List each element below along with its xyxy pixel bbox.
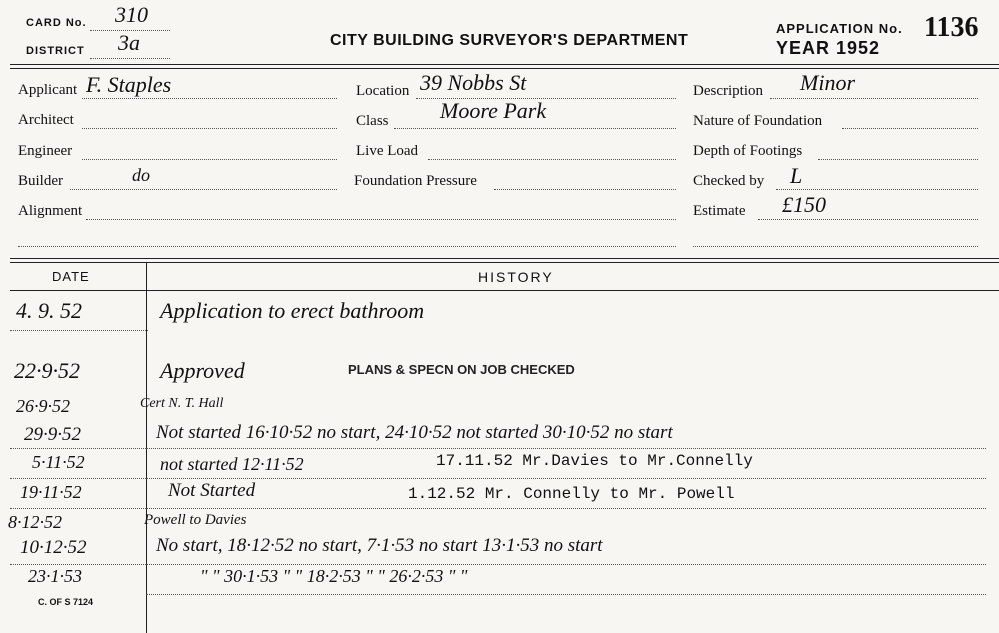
row-rule	[10, 564, 148, 565]
district-label: DISTRICT	[26, 45, 85, 57]
blank-line	[18, 246, 676, 247]
history-date: 5·11·52	[32, 452, 85, 472]
engineer-label: Engineer	[18, 143, 73, 159]
blank-line-right	[693, 246, 978, 247]
nature-of-foundation-line	[842, 128, 978, 129]
card-no-value: 310	[115, 2, 148, 27]
district-value: 3a	[118, 30, 140, 55]
history-date: 10·12·52	[20, 537, 87, 558]
row-rule-wide	[146, 564, 986, 565]
card-no-label: CARD No.	[26, 17, 87, 29]
checked-by-line	[776, 189, 978, 190]
row-rule-wide	[146, 478, 986, 479]
description-label: Description	[693, 83, 763, 99]
history-entry: Approved	[160, 358, 245, 383]
description-line	[770, 98, 978, 99]
checked-by-label: Checked by	[693, 173, 765, 189]
row-rule-wide	[146, 594, 986, 595]
district-line	[90, 58, 170, 59]
builder-value: do	[132, 165, 150, 185]
applicant-line	[82, 98, 337, 99]
row-rule	[10, 508, 148, 509]
estimate-line	[758, 219, 978, 220]
history-entry: Cert N. T. Hall	[140, 396, 224, 411]
row-rule-wide	[146, 508, 986, 509]
history-entry: not started 12·11·52	[160, 454, 304, 474]
architect-line	[82, 128, 337, 129]
table-rule-top-2	[10, 262, 999, 263]
application-number: 1136	[924, 12, 979, 43]
description-value: Minor	[800, 70, 855, 95]
history-entry: Not Started	[168, 480, 256, 501]
depth-of-footings-line	[818, 159, 978, 160]
foundation-pressure-line	[494, 189, 676, 190]
history-typed: 17.11.52 Mr.Davies to Mr.Connelly	[436, 452, 753, 470]
application-label: APPLICATION No.	[776, 21, 903, 36]
engineer-line	[82, 159, 337, 160]
history-date: 23·1·53	[28, 566, 82, 586]
row-rule	[10, 330, 148, 331]
table-rule-top	[10, 258, 999, 259]
live-load-line	[428, 159, 676, 160]
location-label: Location	[356, 83, 410, 99]
alignment-line	[86, 219, 676, 220]
header-rule-top	[10, 64, 999, 65]
history-entry: Application to erect bathroom	[160, 298, 425, 323]
history-entry: No start, 18·12·52 no start, 7·1·53 no start 13·1·53 no start	[156, 535, 603, 556]
history-date: 26·9·52	[16, 396, 70, 416]
checked-by-value: L	[790, 163, 803, 188]
history-entry: " " 30·1·53 " " 18·2·53 " " 26·2·53 " "	[200, 566, 468, 586]
history-entry: Powell to Davies	[144, 512, 247, 528]
year-label: YEAR 1952	[776, 38, 881, 58]
history-typed: 1.12.52 Mr. Connelly to Mr. Powell	[408, 485, 735, 503]
history-date: 4. 9. 52	[16, 298, 82, 323]
header-rule-bottom	[10, 68, 999, 69]
history-entry: Not started 16·10·52 no start, 24·10·52 not started 30·10·52 no start	[156, 422, 673, 443]
builder-line	[70, 189, 337, 190]
history-header: HISTORY	[478, 269, 554, 285]
row-rule	[10, 478, 148, 479]
estimate-label: Estimate	[693, 203, 746, 219]
history-stamp: PLANS & SPECN ON JOB CHECKED	[348, 362, 575, 377]
location-value: 39 Nobbs St	[420, 70, 527, 95]
class-value: Moore Park	[440, 98, 547, 123]
builder-label: Builder	[18, 173, 63, 189]
history-date: 22·9·52	[14, 358, 80, 383]
applicant-label: Applicant	[18, 82, 78, 98]
history-date: 8·12·52	[8, 512, 62, 532]
form-code: C. OF S 7124	[38, 597, 94, 607]
alignment-label: Alignment	[18, 203, 83, 219]
foundation-pressure-label: Foundation Pressure	[354, 173, 477, 189]
history-date: 19·11·52	[20, 482, 82, 502]
live-load-label: Live Load	[356, 143, 419, 159]
depth-of-footings-label: Depth of Footings	[693, 143, 803, 159]
class-line	[394, 128, 676, 129]
estimate-value: £150	[782, 192, 826, 217]
date-header: DATE	[52, 269, 90, 284]
applicant-value: F. Staples	[86, 72, 172, 97]
row-rule	[10, 448, 148, 449]
row-rule-wide	[146, 448, 986, 449]
architect-label: Architect	[18, 112, 74, 128]
department-title: CITY BUILDING SURVEYOR'S DEPARTMENT	[330, 32, 689, 49]
history-date: 29·9·52	[24, 424, 81, 445]
nature-of-foundation-label: Nature of Foundation	[693, 113, 823, 129]
class-label: Class	[356, 113, 389, 129]
table-header-rule	[10, 290, 999, 291]
